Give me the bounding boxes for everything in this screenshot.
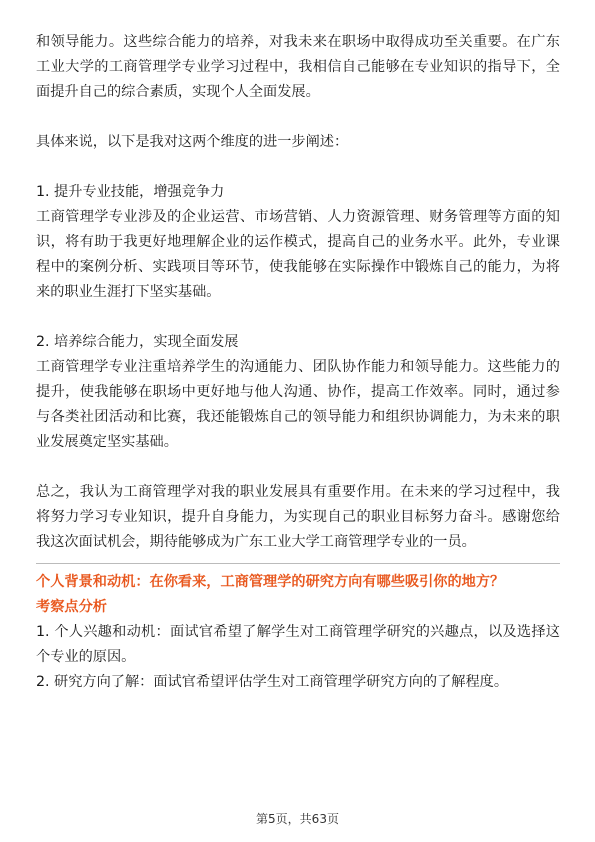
section-heading: 1. 提升专业技能，增强竞争力: [36, 184, 225, 200]
paragraph: 和领导能力。这些综合能力的培养，对我未来在职场中取得成功至关重要。在广东工业大学的工商管理学专业学习过程中，我相信自己能够在专业知识的指导下，全面提升自己的综合素质，实现个人全面发展。: [36, 34, 560, 100]
analysis-point: 2. 研究方向了解：面试官希望评估学生对工商管理学研究方向的了解程度。: [36, 674, 509, 690]
paragraph: 工商管理学专业注重培养学生的沟通能力、团队协作能力和领导能力。这些能力的提升，使我能够在职场中更好地与他人沟通、协作，提高工作效率。同时，通过参与各类社团活动和比赛，我还能锻炼自己的领导能力和组织协调能力，为未来的职业发展奠定坚实基础。: [36, 359, 560, 450]
section-divider: [36, 563, 560, 564]
paragraph: 总之，我认为工商管理学对我的职业发展具有重要作用。在未来的学习过程中，我将努力学习专业知识，提升自身能力，为实现自己的职业目标努力奋斗。感谢您给我这次面试机会，期待能够成为广东工业大学工商管理学专业的一员。: [36, 484, 560, 550]
section-heading: 2. 培养综合能力，实现全面发展: [36, 334, 239, 350]
page-number: 第5页，共63页: [256, 812, 339, 826]
paragraph: 具体来说，以下是我对这两个维度的进一步阐述：: [36, 134, 349, 150]
document-body: [36, 30, 560, 695]
paragraph: 工商管理学专业涉及的企业运营、市场营销、人力资源管理、财务管理等方面的知识，将有助于我更好地理解企业的运作模式，提高自己的业务水平。此外，专业课程中的案例分析、实践项目等环节，使我能够在实际操作中锻炼自己的能力，为将来的职业生涯打下坚实基础。: [36, 209, 560, 300]
question-title: 个人背景和动机：在你看来，工商管理学的研究方向有哪些吸引你的地方？: [36, 574, 505, 590]
analysis-label: 考察点分析: [36, 599, 107, 615]
analysis-point: 1. 个人兴趣和动机：面试官希望了解学生对工商管理学研究的兴趣点，以及选择这个专业的原因。: [36, 624, 560, 665]
